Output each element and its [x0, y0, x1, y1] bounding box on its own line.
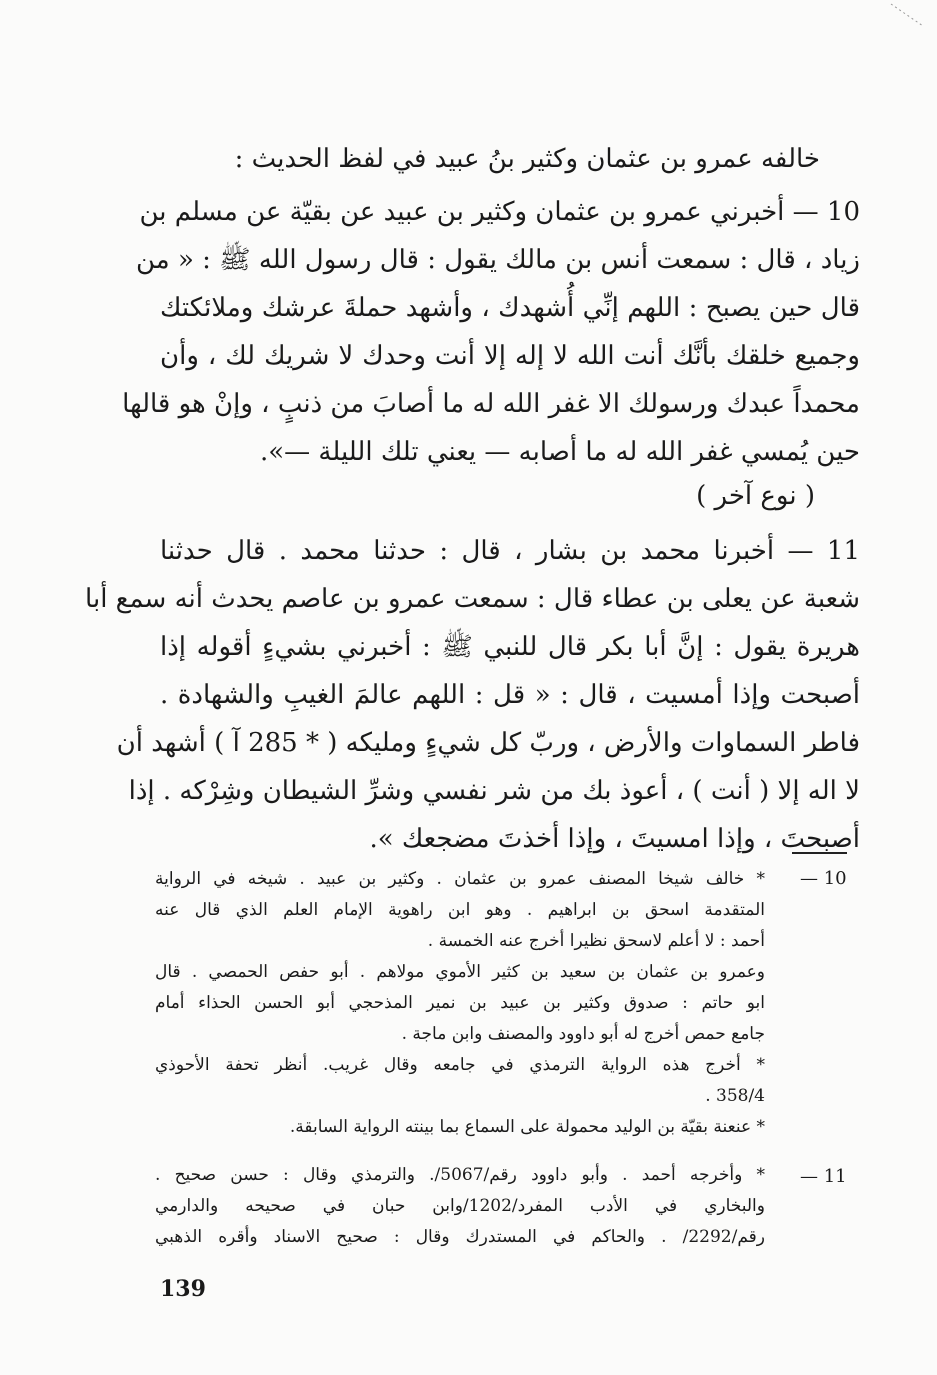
footnote-10 [155, 864, 765, 1143]
footnote-divider [792, 852, 847, 854]
footnote-line: جامع حمص أخرج له أبو داوود والمصنف وابن ماجة . [401, 1024, 765, 1044]
hadith-10-line: محمداً عبدك ورسولك الا غفر الله له ما أصابَ من ذنبٍ ، وإنْ هو قالها [122, 389, 860, 419]
hadith-10-line: وجميع خلقك بأنَّك أنت الله لا إله إلا أنت وحدك لا شريك لك ، وأن [160, 341, 860, 371]
footnote-11 [155, 1160, 765, 1253]
hadith-11-line: هريرة يقول : إنَّ أبا بكر قال للنبي ﷺ : أخبرني بشيءٍ أقوله إذا [160, 632, 860, 662]
footnote-line: * خالف شيخا المصنف عمرو بن عثمان . وكثير بن عبيد . شيخه في الرواية [155, 869, 765, 889]
hadith-10-line: قال حين يصبح : اللهم إنِّي أُشهدك ، وأشهد حملةَ عرشك وملائكتك [160, 293, 860, 323]
intro-line: خالفه عمرو بن عثمان وكثير بنُ عبيد في لفظ الحديث : [234, 144, 820, 174]
section-heading: ( نوع آخر ) [696, 481, 815, 511]
footnote-line: * وأخرجه أحمد . وأبو داوود رقم/5067/. والترمذي وقال : حسن صحيح . [155, 1165, 765, 1185]
footnote-line: * أخرج هذه الرواية الترمذي في جامعه وقال غريب. أنظر تحفة الأحوذي [155, 1055, 765, 1075]
footnote-line: * عنعنة بقيّة بن الوليد محمولة على السماع بما بينته الرواية السابقة. [289, 1117, 765, 1137]
hadith-11-line: 11 — أخبرنا محمد بن بشار ، قال : حدثنا محمد . قال حدثنا [160, 536, 860, 566]
footnote-line: وعمرو بن عثمان بن سعيد بن كثير الأموي مولاهم . أبو حفص الحمصي . قال [155, 962, 765, 982]
hadith-11-line: أصبحتَ ، وإذا امسيتَ ، وإذا أخذتَ مضجعك ». [369, 824, 860, 854]
footnote-line: ابو حاتم : صدوق وكثير بن عبيد بن نمير المذحجي أبو الحسن الحذاء أمام [155, 993, 765, 1013]
corner-scan-mark [887, 2, 927, 30]
hadith-10-line: زياد ، قال : سمعت أنس بن مالك يقول : قال رسول الله ﷺ : « من [136, 245, 860, 275]
hadith-11 [85, 527, 860, 863]
hadith-11-line: أصبحت وإذا أمسيت ، قال : « قل : اللهم عالمَ الغيبِ والشهادة . [160, 680, 860, 710]
footnote-line: المتقدمة اسحق بن ابراهيم . وهو ابن راهوية الإمام العلم الذي قال عنه [155, 900, 765, 920]
hadith-10-line: 10 — أخبرني عمرو بن عثمان وكثير بن عبيد عن بقيّة عن مسلم بن [139, 197, 860, 227]
page-number: 139 [160, 1276, 206, 1302]
hadith-11-line: فاطر السماوات والأرض ، وربّ كل شيءٍ ومليكه ( * 285 آ ) أشهد أن [116, 728, 860, 758]
footnote-line: أحمد : لا أعلم لاسحق نظيرا أخرج عنه الخمسة . [427, 931, 765, 951]
hadith-10-line: حين يُمسي غفر الله له ما أصابه — يعني تلك الليلة —». [259, 437, 860, 467]
footnote-line: والبخاري في الأدب المفرد/1202/وابن حبان في صحيحه والدارمي [155, 1196, 765, 1216]
hadith-10 [122, 188, 860, 476]
footnote-line: 358/4 . [705, 1086, 765, 1106]
footnote-10-label: — 10 [800, 868, 847, 889]
hadith-11-line: شعبة عن يعلى بن عطاء قال : سمعت عمرو بن عاصم يحدث أنه سمع أبا [85, 584, 860, 614]
hadith-11-line: لا اله إلا ( أنت ) ، أعوذ بك من شر نفسي وشرِّ الشيطان وشِرْكه . إذا [128, 776, 860, 806]
footnote-line: رقم/2292/ . والحاكم في المستدرك وقال : صحيح الاسناد وأقره الذهبي [155, 1227, 765, 1247]
footnote-11-label: — 11 [800, 1166, 847, 1187]
